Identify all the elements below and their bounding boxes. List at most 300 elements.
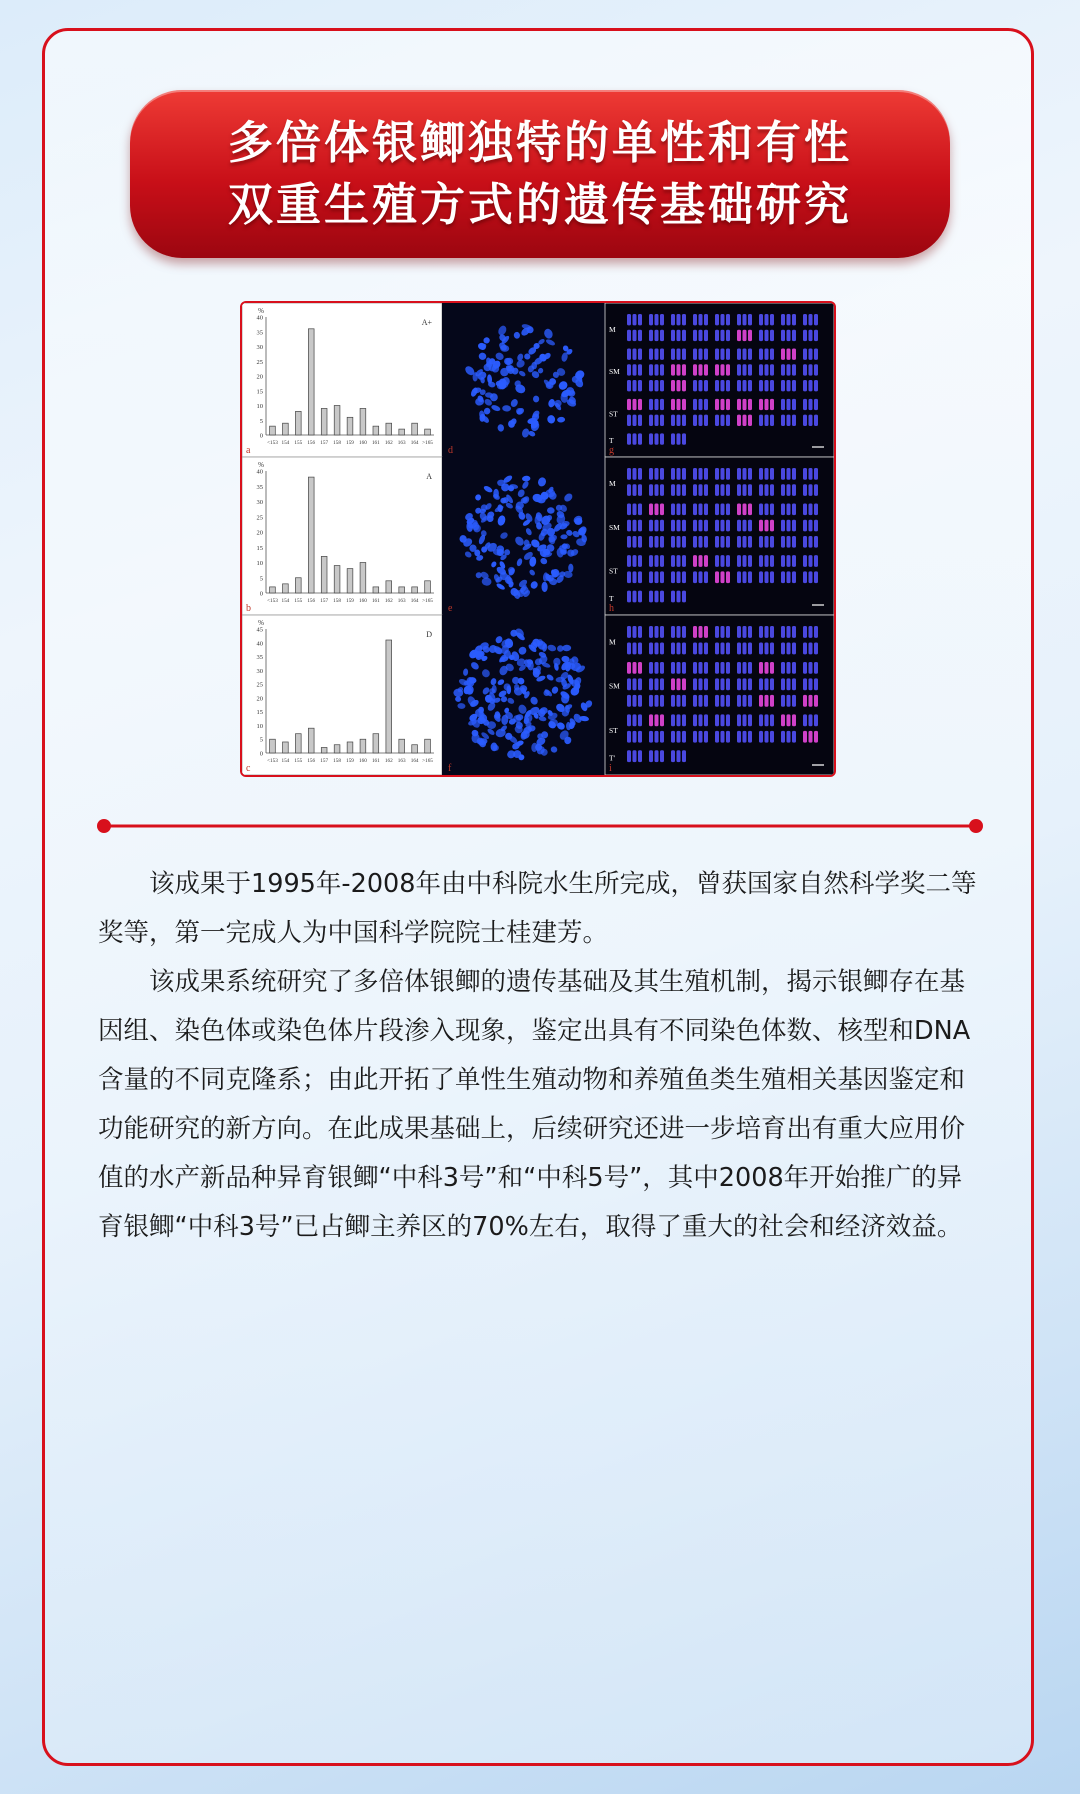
karyotype-chromosome: [759, 555, 763, 567]
karyotype-chromosome: [770, 364, 774, 375]
karyotype-chromosome: [715, 364, 719, 375]
karyotype-chromosome: [765, 380, 769, 391]
divider-dot-right: [969, 819, 983, 833]
karyotype-chromosome: [671, 380, 675, 391]
karyotype-chromosome: [748, 349, 752, 360]
karyotype-chromosome: [726, 484, 730, 496]
karyotype-chromosome: [638, 399, 642, 410]
karyotype-chromosome: [699, 678, 703, 690]
karyotype-chromosome: [660, 484, 664, 496]
karyotype-chromosome: [649, 380, 653, 391]
karyotype-chromosome: [726, 678, 730, 690]
karyotype-chromosome: [803, 731, 807, 743]
karyotype-chromosome: [814, 380, 818, 391]
histogram-x-tick: 154: [281, 598, 290, 604]
karyotype-chromosome: [649, 364, 653, 375]
karyotype-chromosome: [671, 626, 675, 638]
karyotype-chromosome: [743, 503, 747, 515]
karyotype-chromosome: [671, 433, 675, 444]
karyotype-chromosome: [633, 330, 637, 341]
karyotype-chromosome: [792, 536, 796, 548]
karyotype-chromosome: [671, 330, 675, 341]
karyotype-chromosome: [759, 714, 763, 726]
karyotype-chromosome: [748, 662, 752, 674]
karyotype-chromosome: [693, 555, 697, 567]
histogram-x-tick: <153: [267, 758, 278, 764]
karyotype-chromosome: [781, 731, 785, 743]
karyotype-chromosome: [649, 330, 653, 341]
karyotype-chromosome: [721, 555, 725, 567]
karyotype-chromosome: [743, 678, 747, 690]
karyotype-chromosome: [726, 520, 730, 532]
histogram-percent-label: %: [258, 307, 264, 315]
karyotype-chromosome: [715, 678, 719, 690]
karyotype-chromosome: [677, 695, 681, 707]
karyotype-chromosome: [660, 591, 664, 603]
karyotype-chromosome: [737, 364, 741, 375]
karyotype-chromosome: [803, 399, 807, 410]
karyotype-chromosome: [781, 678, 785, 690]
karyotype-chromosome: [627, 555, 631, 567]
histogram-x-tick: 158: [333, 758, 341, 764]
histogram-bar: [399, 429, 405, 435]
histogram-y-tick: 20: [256, 695, 263, 703]
karyotype-chromosome: [660, 415, 664, 426]
histogram-percent-label: %: [258, 461, 264, 469]
karyotype-chromosome: [721, 503, 725, 515]
karyotype-chromosome: [671, 415, 675, 426]
karyotype-chromosome: [704, 678, 708, 690]
karyotype-chromosome: [693, 662, 697, 674]
karyotype-chromosome: [655, 536, 659, 548]
karyotype-group-label: T': [609, 753, 615, 763]
karyotype-chromosome: [781, 330, 785, 341]
karyotype-chromosome: [649, 349, 653, 360]
panel-letter: b: [246, 603, 251, 614]
karyotype-chromosome: [671, 555, 675, 567]
figure-canvas: [242, 303, 834, 775]
histogram-y-tick: 30: [256, 667, 263, 675]
karyotype-chromosome: [809, 662, 813, 674]
karyotype-chromosome: [814, 678, 818, 690]
histogram-y-tick: 5: [259, 417, 263, 425]
histogram-bar: [295, 411, 301, 435]
karyotype-chromosome: [655, 484, 659, 496]
karyotype-chromosome: [770, 330, 774, 341]
karyotype-chromosome: [781, 626, 785, 638]
karyotype-chromosome: [787, 642, 791, 654]
karyotype-chromosome: [743, 364, 747, 375]
histogram-x-tick: 154: [281, 758, 290, 764]
karyotype-chromosome: [748, 380, 752, 391]
karyotype-chromosome: [737, 380, 741, 391]
karyotype-chromosome: [787, 520, 791, 532]
karyotype-chromosome: [638, 380, 642, 391]
karyotype-chromosome: [677, 642, 681, 654]
karyotype-group-label: ST: [609, 566, 618, 576]
karyotype-chromosome: [737, 468, 741, 480]
karyotype-chromosome: [803, 484, 807, 496]
karyotype-chromosome: [759, 468, 763, 480]
karyotype-chromosome: [649, 714, 653, 726]
karyotype-chromosome: [787, 364, 791, 375]
karyotype-chromosome: [726, 662, 730, 674]
histogram-y-tick: 0: [259, 432, 263, 440]
karyotype-chromosome: [633, 380, 637, 391]
histogram-bar: [321, 747, 327, 753]
karyotype-chromosome: [633, 503, 637, 515]
histogram-x-tick: <153: [267, 440, 278, 446]
karyotype-chromosome: [737, 714, 741, 726]
histogram-bar: [373, 734, 379, 753]
karyotype-chromosome: [660, 364, 664, 375]
histogram-x-tick: 164: [410, 598, 419, 604]
title-banner: [130, 90, 950, 258]
histogram-x-tick: 155: [294, 758, 303, 764]
karyotype-chromosome: [638, 520, 642, 532]
karyotype-chromosome: [787, 399, 791, 410]
karyotype-chromosome: [770, 415, 774, 426]
karyotype-chromosome: [699, 415, 703, 426]
karyotype-chromosome: [649, 571, 653, 583]
karyotype-chromosome: [693, 520, 697, 532]
karyotype-chromosome: [809, 571, 813, 583]
histogram-x-tick: 159: [346, 758, 354, 764]
karyotype-chromosome: [655, 571, 659, 583]
karyotype-chromosome: [781, 349, 785, 360]
karyotype-chromosome: [693, 642, 697, 654]
karyotype-chromosome: [682, 642, 686, 654]
histogram-x-tick: 159: [346, 440, 354, 446]
karyotype-chromosome: [737, 330, 741, 341]
histogram-bar: [283, 584, 289, 593]
histogram-x-tick: >165: [422, 440, 433, 446]
karyotype-chromosome: [699, 484, 703, 496]
karyotype-chromosome: [655, 714, 659, 726]
karyotype-chromosome: [809, 380, 813, 391]
karyotype-chromosome: [765, 714, 769, 726]
histogram-y-tick: 35: [256, 329, 263, 337]
karyotype-chromosome: [814, 642, 818, 654]
karyotype-chromosome: [649, 484, 653, 496]
karyotype-chromosome: [726, 468, 730, 480]
histogram-y-tick: 35: [256, 483, 263, 491]
karyotype-chromosome: [803, 468, 807, 480]
karyotype-chromosome: [677, 626, 681, 638]
karyotype-chromosome: [759, 314, 763, 325]
karyotype-chromosome: [649, 626, 653, 638]
karyotype-chromosome: [743, 571, 747, 583]
karyotype-chromosome: [792, 503, 796, 515]
karyotype-chromosome: [677, 330, 681, 341]
panel-letter: c: [246, 763, 251, 774]
karyotype-chromosome: [792, 484, 796, 496]
karyotype-chromosome: [633, 642, 637, 654]
karyotype-chromosome: [704, 626, 708, 638]
karyotype-chromosome: [737, 520, 741, 532]
karyotype-chromosome: [743, 555, 747, 567]
karyotype-chromosome: [792, 314, 796, 325]
karyotype-chromosome: [655, 330, 659, 341]
karyotype-chromosome: [638, 678, 642, 690]
histogram-x-tick: 164: [410, 758, 419, 764]
karyotype-chromosome: [677, 750, 681, 762]
karyotype-chromosome: [814, 536, 818, 548]
karyotype-chromosome: [682, 678, 686, 690]
karyotype-chromosome: [715, 695, 719, 707]
karyotype-chromosome: [814, 520, 818, 532]
karyotype-chromosome: [655, 750, 659, 762]
karyotype-chromosome: [809, 364, 813, 375]
karyotype-chromosome: [627, 626, 631, 638]
karyotype-chromosome: [770, 555, 774, 567]
karyotype-chromosome: [765, 678, 769, 690]
karyotype-chromosome: [660, 330, 664, 341]
karyotype-chromosome: [660, 468, 664, 480]
karyotype-chromosome: [770, 399, 774, 410]
karyotype-chromosome: [748, 415, 752, 426]
karyotype-chromosome: [814, 484, 818, 496]
title-line-1: 多倍体银鲫独特的单性和有性: [227, 116, 852, 169]
karyotype-chromosome: [809, 520, 813, 532]
karyotype-chromosome: [792, 714, 796, 726]
karyotype-chromosome: [759, 571, 763, 583]
karyotype-chromosome: [704, 364, 708, 375]
karyotype-chromosome: [633, 399, 637, 410]
karyotype-chromosome: [633, 536, 637, 548]
karyotype-chromosome: [814, 415, 818, 426]
karyotype-chromosome: [726, 380, 730, 391]
karyotype-chromosome: [677, 503, 681, 515]
histogram-x-tick: 161: [371, 440, 380, 446]
histogram-x-tick: 156: [307, 598, 316, 604]
karyotype-chromosome: [704, 695, 708, 707]
histogram-y-tick: 10: [256, 722, 263, 730]
karyotype-chromosome: [803, 571, 807, 583]
karyotype-chromosome: [726, 571, 730, 583]
karyotype-chromosome: [737, 536, 741, 548]
karyotype-chromosome: [649, 678, 653, 690]
karyotype-chromosome: [633, 484, 637, 496]
karyotype-chromosome: [770, 503, 774, 515]
histogram-tag: A+: [421, 318, 432, 327]
karyotype-chromosome: [765, 364, 769, 375]
karyotype-chromosome: [803, 415, 807, 426]
karyotype-chromosome: [743, 399, 747, 410]
karyotype-chromosome: [671, 484, 675, 496]
karyotype-chromosome: [743, 314, 747, 325]
karyotype-chromosome: [721, 536, 725, 548]
karyotype-chromosome: [743, 349, 747, 360]
karyotype-chromosome: [792, 330, 796, 341]
histogram-x-tick: 162: [384, 598, 393, 604]
karyotype-chromosome: [627, 484, 631, 496]
karyotype-chromosome: [682, 591, 686, 603]
karyotype-chromosome: [627, 642, 631, 654]
histogram-bar: [270, 426, 276, 435]
karyotype-chromosome: [726, 399, 730, 410]
karyotype-chromosome: [809, 695, 813, 707]
karyotype-chromosome: [715, 642, 719, 654]
histogram-bar: [283, 423, 289, 435]
karyotype-chromosome: [743, 695, 747, 707]
karyotype-chromosome: [627, 662, 631, 674]
karyotype-chromosome: [682, 330, 686, 341]
karyotype-chromosome: [682, 364, 686, 375]
karyotype-chromosome: [814, 662, 818, 674]
histogram-bar: [412, 587, 418, 593]
karyotype-chromosome: [748, 678, 752, 690]
karyotype-chromosome: [682, 695, 686, 707]
karyotype-chromosome: [726, 642, 730, 654]
karyotype-chromosome: [715, 330, 719, 341]
histogram-y-tick: 40: [256, 468, 263, 476]
karyotype-chromosome: [765, 520, 769, 532]
karyotype-chromosome: [787, 330, 791, 341]
karyotype-chromosome: [682, 380, 686, 391]
karyotype-chromosome: [759, 503, 763, 515]
karyotype-chromosome: [759, 399, 763, 410]
karyotype-chromosome: [748, 484, 752, 496]
karyotype-chromosome: [655, 415, 659, 426]
karyotype-chromosome: [803, 520, 807, 532]
histogram-bar: [321, 556, 327, 593]
histogram-bar: [308, 477, 314, 593]
karyotype-chromosome: [748, 555, 752, 567]
karyotype-chromosome: [671, 678, 675, 690]
karyotype-chromosome: [743, 536, 747, 548]
karyotype-chromosome: [787, 678, 791, 690]
karyotype-chromosome: [814, 349, 818, 360]
karyotype-chromosome: [743, 714, 747, 726]
karyotype-chromosome: [671, 314, 675, 325]
histogram-y-tick: 40: [256, 640, 263, 648]
karyotype-chromosome: [655, 380, 659, 391]
karyotype-chromosome: [649, 520, 653, 532]
karyotype-chromosome: [814, 714, 818, 726]
karyotype-chromosome: [809, 484, 813, 496]
karyotype-chromosome: [633, 591, 637, 603]
karyotype-group-label: SM: [609, 522, 620, 532]
karyotype-chromosome: [765, 642, 769, 654]
karyotype-chromosome: [633, 349, 637, 360]
karyotype-chromosome: [671, 695, 675, 707]
karyotype-chromosome: [715, 536, 719, 548]
histogram-bar: [360, 739, 366, 753]
karyotype-chromosome: [627, 433, 631, 444]
karyotype-chromosome: [770, 714, 774, 726]
karyotype-chromosome: [660, 626, 664, 638]
karyotype-chromosome: [677, 714, 681, 726]
karyotype-chromosome: [715, 555, 719, 567]
karyotype-chromosome: [721, 731, 725, 743]
histogram-x-tick: <153: [267, 598, 278, 604]
karyotype-chromosome: [803, 364, 807, 375]
karyotype-chromosome: [649, 468, 653, 480]
karyotype-chromosome: [770, 520, 774, 532]
karyotype-chromosome: [737, 695, 741, 707]
karyotype-chromosome: [781, 520, 785, 532]
karyotype-chromosome: [726, 415, 730, 426]
karyotype-chromosome: [743, 662, 747, 674]
karyotype-chromosome: [660, 555, 664, 567]
karyotype-chromosome: [748, 520, 752, 532]
karyotype-chromosome: [638, 642, 642, 654]
karyotype-chromosome: [660, 314, 664, 325]
karyotype-chromosome: [682, 399, 686, 410]
histogram-tag: D: [426, 630, 432, 639]
karyotype-chromosome: [814, 503, 818, 515]
karyotype-chromosome: [721, 662, 725, 674]
histogram-y-tick: 15: [256, 388, 263, 396]
karyotype-chromosome: [770, 731, 774, 743]
karyotype-chromosome: [649, 662, 653, 674]
histogram-x-tick: 161: [371, 598, 380, 604]
karyotype-chromosome: [765, 571, 769, 583]
karyotype-chromosome: [737, 731, 741, 743]
karyotype-chromosome: [633, 555, 637, 567]
karyotype-chromosome: [699, 314, 703, 325]
histogram-bar: [295, 734, 301, 753]
karyotype-chromosome: [770, 695, 774, 707]
karyotype-chromosome: [809, 678, 813, 690]
karyotype-chromosome: [792, 468, 796, 480]
histogram-bar: [360, 563, 366, 594]
karyotype-chromosome: [649, 750, 653, 762]
karyotype-chromosome: [726, 555, 730, 567]
karyotype-chromosome: [649, 415, 653, 426]
histogram-x-tick: 156: [307, 440, 316, 446]
karyotype-chromosome: [809, 330, 813, 341]
karyotype-chromosome: [677, 484, 681, 496]
karyotype-chromosome: [748, 399, 752, 410]
karyotype-chromosome: [737, 415, 741, 426]
histogram-y-tick: 25: [256, 358, 263, 366]
karyotype-chromosome: [682, 731, 686, 743]
karyotype-chromosome: [737, 642, 741, 654]
histogram-bar: [373, 587, 379, 593]
karyotype-chromosome: [792, 731, 796, 743]
karyotype-chromosome: [737, 571, 741, 583]
karyotype-chromosome: [787, 484, 791, 496]
histogram-y-tick: 30: [256, 344, 263, 351]
section-divider: [96, 816, 984, 836]
histogram-y-tick: 10: [256, 403, 263, 410]
karyotype-chromosome: [781, 415, 785, 426]
karyotype-chromosome: [699, 399, 703, 410]
karyotype-chromosome: [814, 314, 818, 325]
karyotype-chromosome: [715, 731, 719, 743]
histogram-x-tick: 157: [320, 758, 329, 764]
karyotype-chromosome: [638, 468, 642, 480]
karyotype-chromosome: [660, 536, 664, 548]
histogram-x-tick: 155: [294, 440, 303, 446]
karyotype-chromosome: [748, 731, 752, 743]
karyotype-chromosome: [699, 468, 703, 480]
karyotype-chromosome: [770, 314, 774, 325]
karyotype-chromosome: [660, 571, 664, 583]
karyotype-chromosome: [633, 662, 637, 674]
karyotype-chromosome: [792, 555, 796, 567]
karyotype-chromosome: [655, 695, 659, 707]
karyotype-chromosome: [781, 364, 785, 375]
karyotype-chromosome: [682, 503, 686, 515]
histogram-x-tick: >165: [422, 758, 433, 764]
histogram-bar: [373, 426, 379, 435]
karyotype-chromosome: [759, 731, 763, 743]
chromosome-spot: [497, 480, 505, 486]
karyotype-chromosome: [655, 503, 659, 515]
